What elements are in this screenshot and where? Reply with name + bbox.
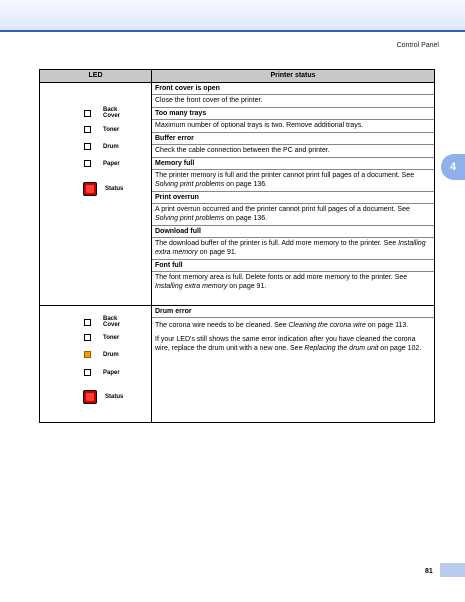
led-panel-1 (40, 83, 152, 306)
status-print-overrun: Print overrun A print overrun occurred and the printer cannot print full pages of a document. See Solving print problems on page 136. (152, 192, 434, 226)
section-title: Control Panel (396, 42, 439, 49)
status-too-many-trays: Too many trays Maximum number of optional trays is two. Remove additional trays. (152, 108, 434, 133)
drum-label: Drum (103, 143, 119, 150)
drum-label-2: Drum (103, 351, 119, 358)
toner-led-2 (84, 334, 91, 341)
paper-led (84, 160, 91, 167)
header-rule (0, 30, 465, 32)
drum-led-orange (84, 351, 91, 358)
back-cover-led (84, 110, 91, 117)
drum-error-p2: If your LED's still shows the same error indication after you have cleaned the corona wire, replace the drum unit with a new one. See Replacing the drum unit on page 102. (155, 336, 422, 352)
led-status-table (39, 69, 435, 423)
paper-label-2: Paper (103, 369, 120, 376)
status-download-full: Download full The download buffer of the printer is full. Add more memory to the printer. See Installing extra memory on page 91. (152, 226, 434, 260)
page-number: 81 (425, 568, 433, 575)
chapter-tab: 4 (441, 154, 465, 180)
drum-error-p1: The corona wire needs to be cleaned. See Cleaning the corona wire on page 113. (155, 322, 409, 329)
toner-label: Toner (103, 126, 120, 133)
header-band (0, 0, 465, 30)
status-cell-1 (152, 83, 435, 306)
status-label-2: Status (105, 394, 124, 400)
status-led-red (83, 182, 97, 196)
back-cover-label-2: Back Cover (103, 316, 121, 328)
status-buffer-error: Buffer error Check the cable connection between the PC and printer. (152, 133, 434, 158)
led-panel-2 (40, 306, 152, 423)
status-led-red-2 (83, 390, 97, 404)
col-header-status: Printer status (152, 70, 435, 83)
back-cover-label: Back Cover (103, 107, 121, 119)
toner-label-2: Toner (103, 334, 120, 341)
back-cover-led-2 (84, 319, 91, 326)
paper-led-2 (84, 369, 91, 376)
status-font-full: Font full The font memory area is full. Delete fonts or add more memory to the printer. See Installing extra memory on page 91. (152, 260, 434, 293)
status-memory-full: Memory full The printer memory is full and the printer cannot print full pages of a document. See Solving print problems on page 136. (152, 158, 434, 192)
status-front-cover: Front cover is open Close the front cover of the printer. (152, 83, 434, 108)
toner-led (84, 126, 91, 133)
status-drum-error-title: Drum error (152, 306, 434, 318)
status-cell-2 (152, 306, 435, 423)
status-label: Status (105, 186, 124, 192)
footer-tab (440, 563, 465, 577)
drum-led (84, 143, 91, 150)
col-header-led: LED (40, 70, 152, 83)
paper-label: Paper (103, 160, 120, 167)
